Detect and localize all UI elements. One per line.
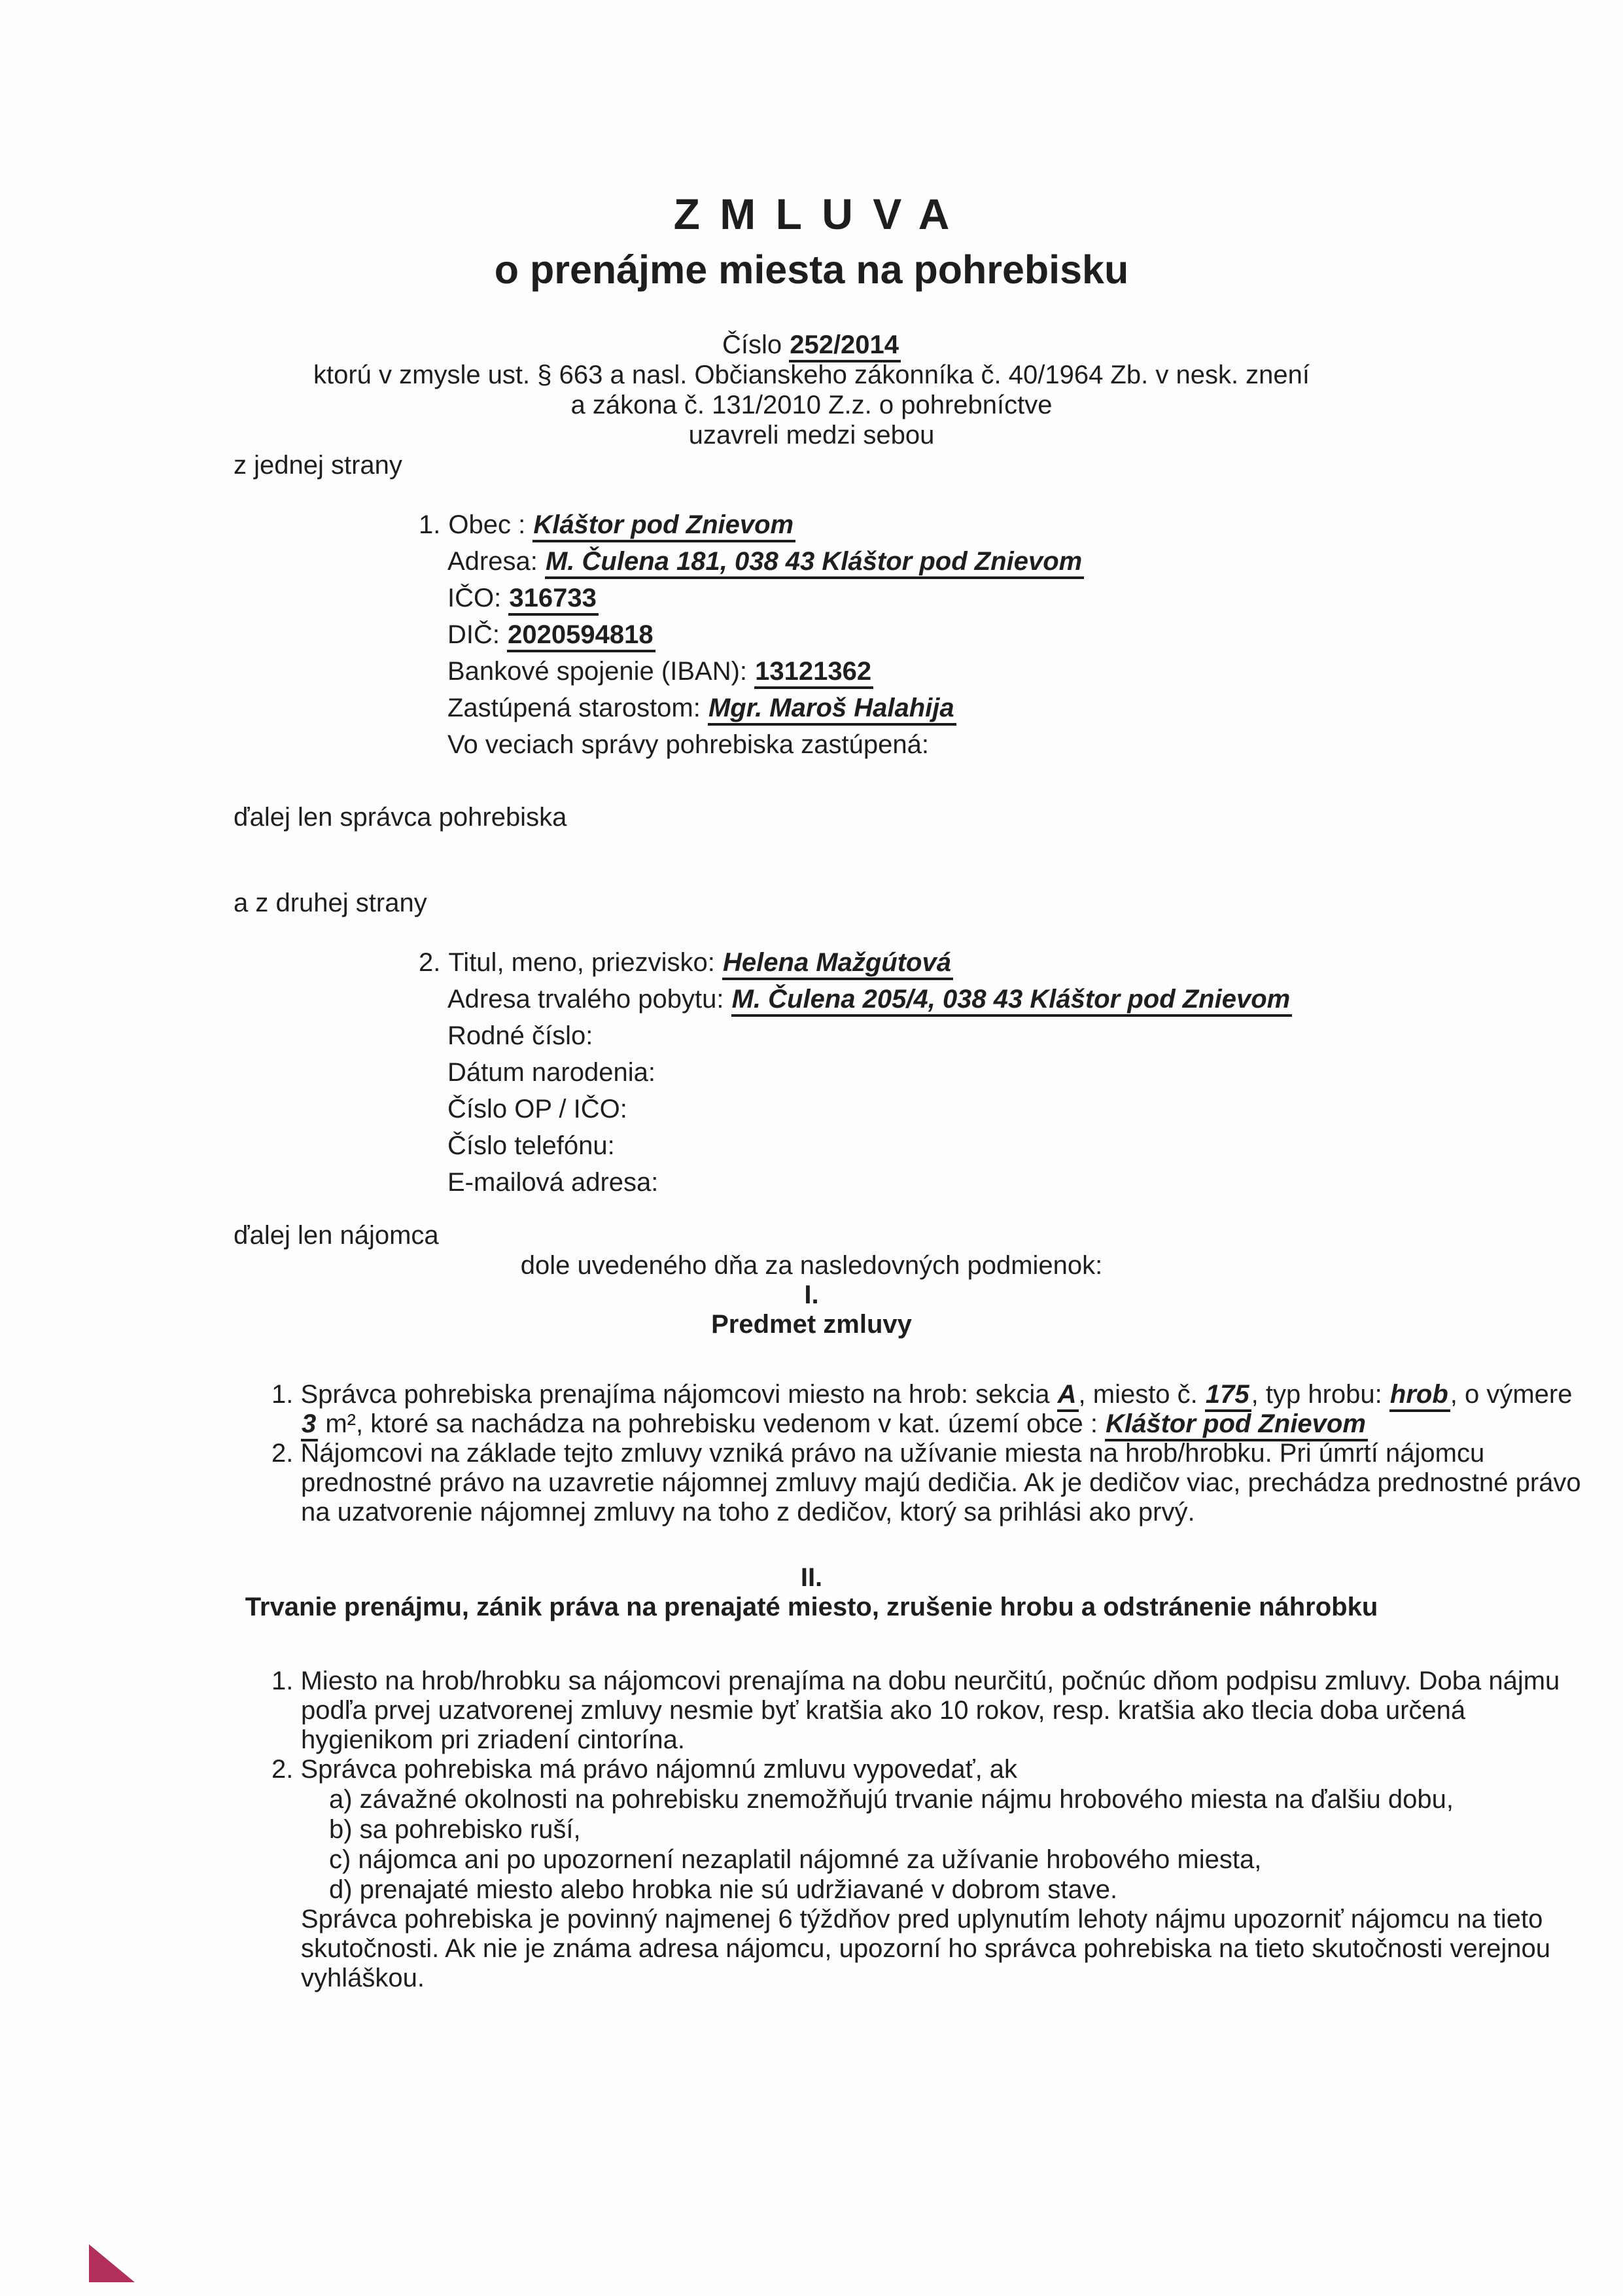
party2-intro: a z druhej strany xyxy=(234,889,427,917)
party1-intro: z jednej strany xyxy=(234,451,402,480)
field-row xyxy=(419,616,1623,653)
cadastral-municipality-value: Kláštor pod Znievom xyxy=(1105,1409,1368,1441)
document-subtitle: o prenájme miesta na pohrebisku xyxy=(494,247,1129,292)
party2-number: 2. xyxy=(419,948,441,977)
clause-text: , miesto č. xyxy=(1078,1380,1205,1409)
section2-numeral: II. xyxy=(800,1563,823,1592)
field-label: Zastúpená starostom: xyxy=(447,694,708,722)
field-label: Číslo OP / IČO: xyxy=(447,1095,627,1123)
party2-outro: ďalej len nájomca xyxy=(234,1221,439,1250)
clause-text: , o výmere xyxy=(1450,1380,1573,1409)
clause-2-1 xyxy=(271,1667,1596,1755)
field-value: M. Čulena 181, 038 43 Kláštor pod Znievom xyxy=(545,547,1084,579)
contract-number-label: Číslo xyxy=(722,330,790,359)
field-value: Mgr. Maroš Halahija xyxy=(708,694,956,726)
field-value: 2020594818 xyxy=(507,620,655,652)
field-row xyxy=(419,1164,1623,1201)
grave-place-number-value: 175 xyxy=(1205,1380,1251,1412)
field-row xyxy=(419,690,1623,726)
clause-2-2 xyxy=(271,1755,1596,1784)
clause-2-2-subitem-c: c) nájomca ani po upozornení nezaplatil nájomné za užívanie hrobového miesta, xyxy=(329,1845,1262,1874)
section1-clauses xyxy=(271,1380,1596,1527)
field-value: 316733 xyxy=(508,584,598,616)
section2-title: Trvanie prenájmu, zánik práva na prenajaté miesto, zrušenie hrobu a odstránenie náhrobku xyxy=(245,1593,1378,1621)
clause-text: Správca pohrebiska má právo nájomnú zmluvu vypovedať, ak xyxy=(300,1755,1018,1784)
section1-numeral: I. xyxy=(804,1280,819,1309)
field-value: 13121362 xyxy=(754,657,873,689)
party2-label: Titul, meno, priezvisko: xyxy=(448,948,723,977)
field-value: M. Čulena 205/4, 038 43 Kláštor pod Znievom xyxy=(731,985,1293,1017)
field-label: Rodné číslo: xyxy=(447,1021,593,1050)
field-label: IČO: xyxy=(447,584,509,612)
legal-reference-line-3: uzavreli medzi sebou xyxy=(688,421,935,450)
document-header xyxy=(0,330,1623,450)
field-label: E-mailová adresa: xyxy=(447,1168,659,1197)
clause-2-2-subitem-b: b) sa pohrebisko ruší, xyxy=(329,1815,581,1844)
clause-text: Správca pohrebiska prenajíma nájomcovi miesto na hrob: sekcia xyxy=(300,1380,1057,1409)
field-row xyxy=(419,653,1623,690)
section2-clauses xyxy=(271,1667,1596,1993)
party1-main-line xyxy=(419,506,1623,543)
legal-reference-line-1: ktorú v zmysle ust. § 663 a nasl. Občianskeho zákonníka č. 40/1964 Zb. v nesk. znení xyxy=(313,361,1310,389)
field-label: Adresa: xyxy=(447,547,545,576)
clause-text: m², ktoré sa nachádza na pohrebisku vedenom v kat. území obce : xyxy=(318,1409,1106,1438)
clause-text: Nájomcovi na základe tejto zmluvy vzniká právo na užívanie miesta na hrob/hrobku. Pri úmrtí nájomcu prednostné právo na uzavretie nájomnej zmluvy majú dedičia. Ak je dedičov viac, prechádza prednostné právo na uzatvorenie nájomnej zmluvy na toho z dedičov, ktorý sa prihlási ako prvý. xyxy=(300,1439,1581,1527)
party1-number: 1. xyxy=(419,510,441,539)
preamble-line: dole uvedeného dňa za nasledovných podmienok: xyxy=(520,1251,1103,1280)
field-label: Adresa trvalého pobytu: xyxy=(447,985,731,1014)
grave-type-value: hrob xyxy=(1389,1380,1450,1412)
grave-section-value: A xyxy=(1057,1380,1079,1412)
clause-1-2 xyxy=(271,1439,1596,1527)
party2-block xyxy=(419,944,1623,1201)
clause-text: Miesto na hrob/hrobku sa nájomcovi prenajíma na dobu neurčitú, počnúc dňom podpisu zmluvy. Doba nájmu podľa prvej uzatvorenej zmluvy nesmie byť kratšia ako 10 rokov, resp. kratšia ako tlecia doba určená hygienikom pri zriadení cintorína. xyxy=(300,1667,1560,1754)
field-row xyxy=(419,1127,1623,1164)
clause-2-2-note: Správca pohrebiska je povinný najmenej 6 týždňov pred uplynutím lehoty nájmu upozorniť nájomcu na tieto skutočnosti. Ak nie je známa adresa nájomcu, upozorní ho správca pohrebiska na tieto skutočnosti verejnou vyhláškou. xyxy=(301,1905,1550,1992)
contract-number-value: 252/2014 xyxy=(789,330,901,362)
field-label: Číslo telefónu: xyxy=(447,1131,615,1160)
field-label: Vo veciach správy pohrebiska zastúpená: xyxy=(447,730,929,759)
party1-value: Kláštor pod Znievom xyxy=(532,510,795,542)
clause-number: 1. xyxy=(271,1380,294,1409)
field-label: DIČ: xyxy=(447,620,508,649)
scan-corner-mark xyxy=(89,2244,135,2282)
legal-reference-line-2: a zákona č. 131/2010 Z.z. o pohrebníctve xyxy=(570,391,1053,419)
party1-label: Obec : xyxy=(448,510,533,539)
grave-area-value: 3 xyxy=(301,1409,318,1441)
field-row xyxy=(419,1017,1623,1054)
party2-main-line xyxy=(419,944,1623,981)
clause-2-2-subitem-d: d) prenajaté miesto alebo hrobka nie sú udržiavané v dobrom stave. xyxy=(329,1875,1118,1904)
contract-number-line xyxy=(0,330,1623,360)
clause-text: , typ hrobu: xyxy=(1251,1380,1389,1409)
clause-2-2-subitem-a: a) závažné okolnosti na pohrebisku znemožňujú trvanie nájmu hrobového miesta na ďalšiu dobu, xyxy=(329,1785,1454,1814)
clause-number: 2. xyxy=(271,1439,294,1468)
clause-number: 2. xyxy=(271,1755,294,1784)
party1-block xyxy=(419,506,1623,763)
field-row xyxy=(419,1091,1623,1127)
field-row xyxy=(419,543,1623,580)
section1-title: Predmet zmluvy xyxy=(711,1310,912,1339)
field-row xyxy=(419,1054,1623,1091)
field-row xyxy=(419,580,1623,616)
field-label: Dátum narodenia: xyxy=(447,1058,655,1087)
clause-number: 1. xyxy=(271,1667,294,1695)
party2-value: Helena Mažgútová xyxy=(722,948,953,980)
field-label: Bankové spojenie (IBAN): xyxy=(447,657,755,686)
field-row xyxy=(419,726,1623,763)
party1-outro: ďalej len správca pohrebiska xyxy=(234,803,567,832)
document-title: ZMLUVA xyxy=(673,190,969,238)
field-row xyxy=(419,981,1623,1017)
clause-1-1 xyxy=(271,1380,1596,1439)
